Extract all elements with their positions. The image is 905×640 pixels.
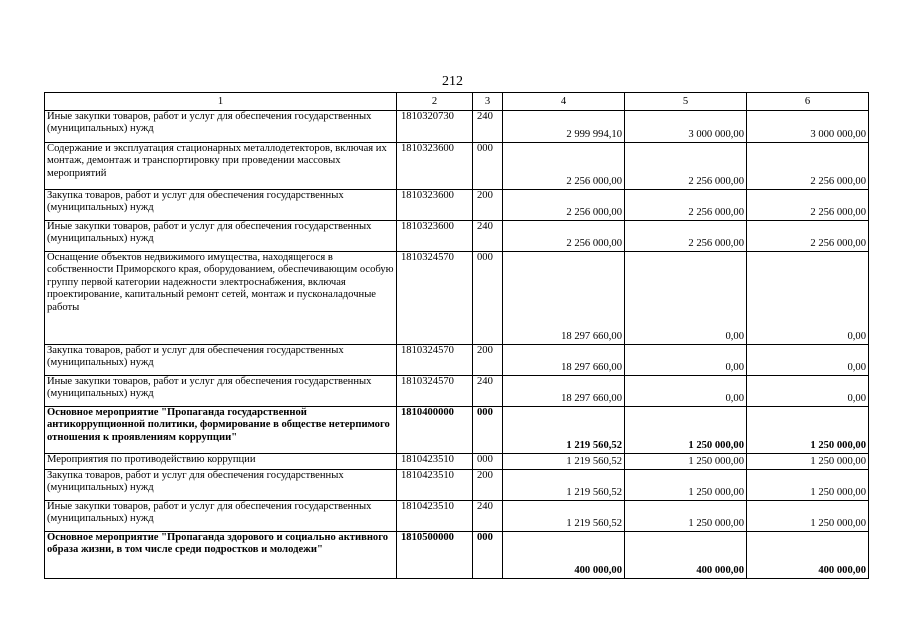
table-row <box>45 143 869 190</box>
row-name-cell: Иные закупки товаров, работ и услуг для обеспечения государственных (муниципальных) нужд <box>45 376 397 407</box>
row-value-4-cell: 18 297 660,00 <box>503 345 625 376</box>
row-code-cell: 1810324570 <box>397 345 473 376</box>
row-value-5-cell: 1 250 000,00 <box>625 470 747 501</box>
row-value-4-cell: 18 297 660,00 <box>503 376 625 407</box>
row-value-6-cell: 2 256 000,00 <box>747 143 869 190</box>
row-value-5-cell: 0,00 <box>625 376 747 407</box>
row-value-5-cell: 2 256 000,00 <box>625 190 747 221</box>
row-value-5-cell: 0,00 <box>625 345 747 376</box>
row-type-cell: 200 <box>473 345 503 376</box>
row-code-cell: 1810320730 <box>397 111 473 143</box>
row-name-cell: Иные закупки товаров, работ и услуг для обеспечения государственных (муниципальных) нужд <box>45 111 397 143</box>
table-row <box>45 454 869 470</box>
row-type-cell: 240 <box>473 376 503 407</box>
row-type-cell: 240 <box>473 221 503 252</box>
row-value-4-cell: 400 000,00 <box>503 532 625 579</box>
row-value-5-cell: 1 250 000,00 <box>625 407 747 454</box>
row-code-cell: 1810423510 <box>397 454 473 470</box>
row-type-cell: 200 <box>473 190 503 221</box>
row-code-cell: 1810323600 <box>397 221 473 252</box>
row-value-5-cell: 3 000 000,00 <box>625 111 747 143</box>
table-row <box>45 252 869 345</box>
row-code-cell: 1810324570 <box>397 376 473 407</box>
row-code-cell: 1810400000 <box>397 407 473 454</box>
row-value-6-cell: 0,00 <box>747 345 869 376</box>
row-name-cell: Иные закупки товаров, работ и услуг для обеспечения государственных (муниципальных) нужд <box>45 501 397 532</box>
row-code-cell: 1810423510 <box>397 501 473 532</box>
table-row <box>45 345 869 376</box>
row-name-cell: Закупка товаров, работ и услуг для обеспечения государственных (муниципальных) нужд <box>45 470 397 501</box>
column-header-6: 6 <box>747 93 869 111</box>
row-name-cell: Иные закупки товаров, работ и услуг для обеспечения государственных (муниципальных) нужд <box>45 221 397 252</box>
row-name-cell: Оснащение объектов недвижимого имущества, находящегося в собственности Приморского края, оборудованием, обеспечивающим особую группу первой категории надежности электроснабжения, включая проектирование, капитальный ремонт сетей, монтаж и пусконаладочные работы <box>45 252 397 345</box>
column-header-5: 5 <box>625 93 747 111</box>
row-value-4-cell: 2 256 000,00 <box>503 221 625 252</box>
header-row <box>45 93 869 111</box>
row-value-4-cell: 2 256 000,00 <box>503 143 625 190</box>
row-value-6-cell: 1 250 000,00 <box>747 470 869 501</box>
row-value-5-cell: 1 250 000,00 <box>625 501 747 532</box>
row-value-4-cell: 1 219 560,52 <box>503 501 625 532</box>
row-value-4-cell: 1 219 560,52 <box>503 470 625 501</box>
row-type-cell: 000 <box>473 454 503 470</box>
row-value-5-cell: 0,00 <box>625 252 747 345</box>
row-type-cell: 200 <box>473 470 503 501</box>
row-name-cell: Закупка товаров, работ и услуг для обеспечения государственных (муниципальных) нужд <box>45 190 397 221</box>
table-row <box>45 501 869 532</box>
row-value-6-cell: 400 000,00 <box>747 532 869 579</box>
row-value-5-cell: 2 256 000,00 <box>625 221 747 252</box>
row-name-cell: Закупка товаров, работ и услуг для обеспечения государственных (муниципальных) нужд <box>45 345 397 376</box>
table-row <box>45 470 869 501</box>
row-type-cell: 000 <box>473 532 503 579</box>
table-row <box>45 111 869 143</box>
row-value-4-cell: 2 256 000,00 <box>503 190 625 221</box>
row-value-6-cell: 0,00 <box>747 376 869 407</box>
budget-table <box>44 92 869 579</box>
table-row <box>45 407 869 454</box>
row-value-4-cell: 1 219 560,52 <box>503 407 625 454</box>
row-code-cell: 1810324570 <box>397 252 473 345</box>
row-value-6-cell: 0,00 <box>747 252 869 345</box>
table-body <box>45 111 869 579</box>
row-code-cell: 1810423510 <box>397 470 473 501</box>
row-name-cell: Содержание и эксплуатация стационарных металлодетекторов, включая их монтаж, демонтаж и транспортировку при проведении массовых мероприятий <box>45 143 397 190</box>
row-value-6-cell: 2 256 000,00 <box>747 190 869 221</box>
row-value-6-cell: 1 250 000,00 <box>747 454 869 470</box>
row-type-cell: 240 <box>473 501 503 532</box>
column-header-3: 3 <box>473 93 503 111</box>
table-row <box>45 532 869 579</box>
row-value-5-cell: 400 000,00 <box>625 532 747 579</box>
row-value-6-cell: 1 250 000,00 <box>747 501 869 532</box>
table-row <box>45 221 869 252</box>
row-name-cell: Мероприятия по противодействию коррупции <box>45 454 397 470</box>
row-value-6-cell: 1 250 000,00 <box>747 407 869 454</box>
row-code-cell: 1810500000 <box>397 532 473 579</box>
row-name-cell: Основное мероприятие "Пропаганда здорового и социально активного образа жизни, в том числе среди подростков и молодежи" <box>45 532 397 579</box>
row-value-4-cell: 2 999 994,10 <box>503 111 625 143</box>
row-value-5-cell: 1 250 000,00 <box>625 454 747 470</box>
column-header-4: 4 <box>503 93 625 111</box>
row-type-cell: 000 <box>473 252 503 345</box>
row-name-cell: Основное мероприятие "Пропаганда государственной антикоррупционной политики, формирование в обществе нетерпимого отношения к проявлениям коррупции" <box>45 407 397 454</box>
row-code-cell: 1810323600 <box>397 190 473 221</box>
row-value-6-cell: 3 000 000,00 <box>747 111 869 143</box>
column-header-2: 2 <box>397 93 473 111</box>
row-code-cell: 1810323600 <box>397 143 473 190</box>
row-value-4-cell: 1 219 560,52 <box>503 454 625 470</box>
row-type-cell: 240 <box>473 111 503 143</box>
row-type-cell: 000 <box>473 143 503 190</box>
row-value-6-cell: 2 256 000,00 <box>747 221 869 252</box>
table-row <box>45 190 869 221</box>
row-value-5-cell: 2 256 000,00 <box>625 143 747 190</box>
row-value-4-cell: 18 297 660,00 <box>503 252 625 345</box>
column-header-1: 1 <box>45 93 397 111</box>
table-row <box>45 376 869 407</box>
page-number: 212 <box>442 74 463 89</box>
row-type-cell: 000 <box>473 407 503 454</box>
